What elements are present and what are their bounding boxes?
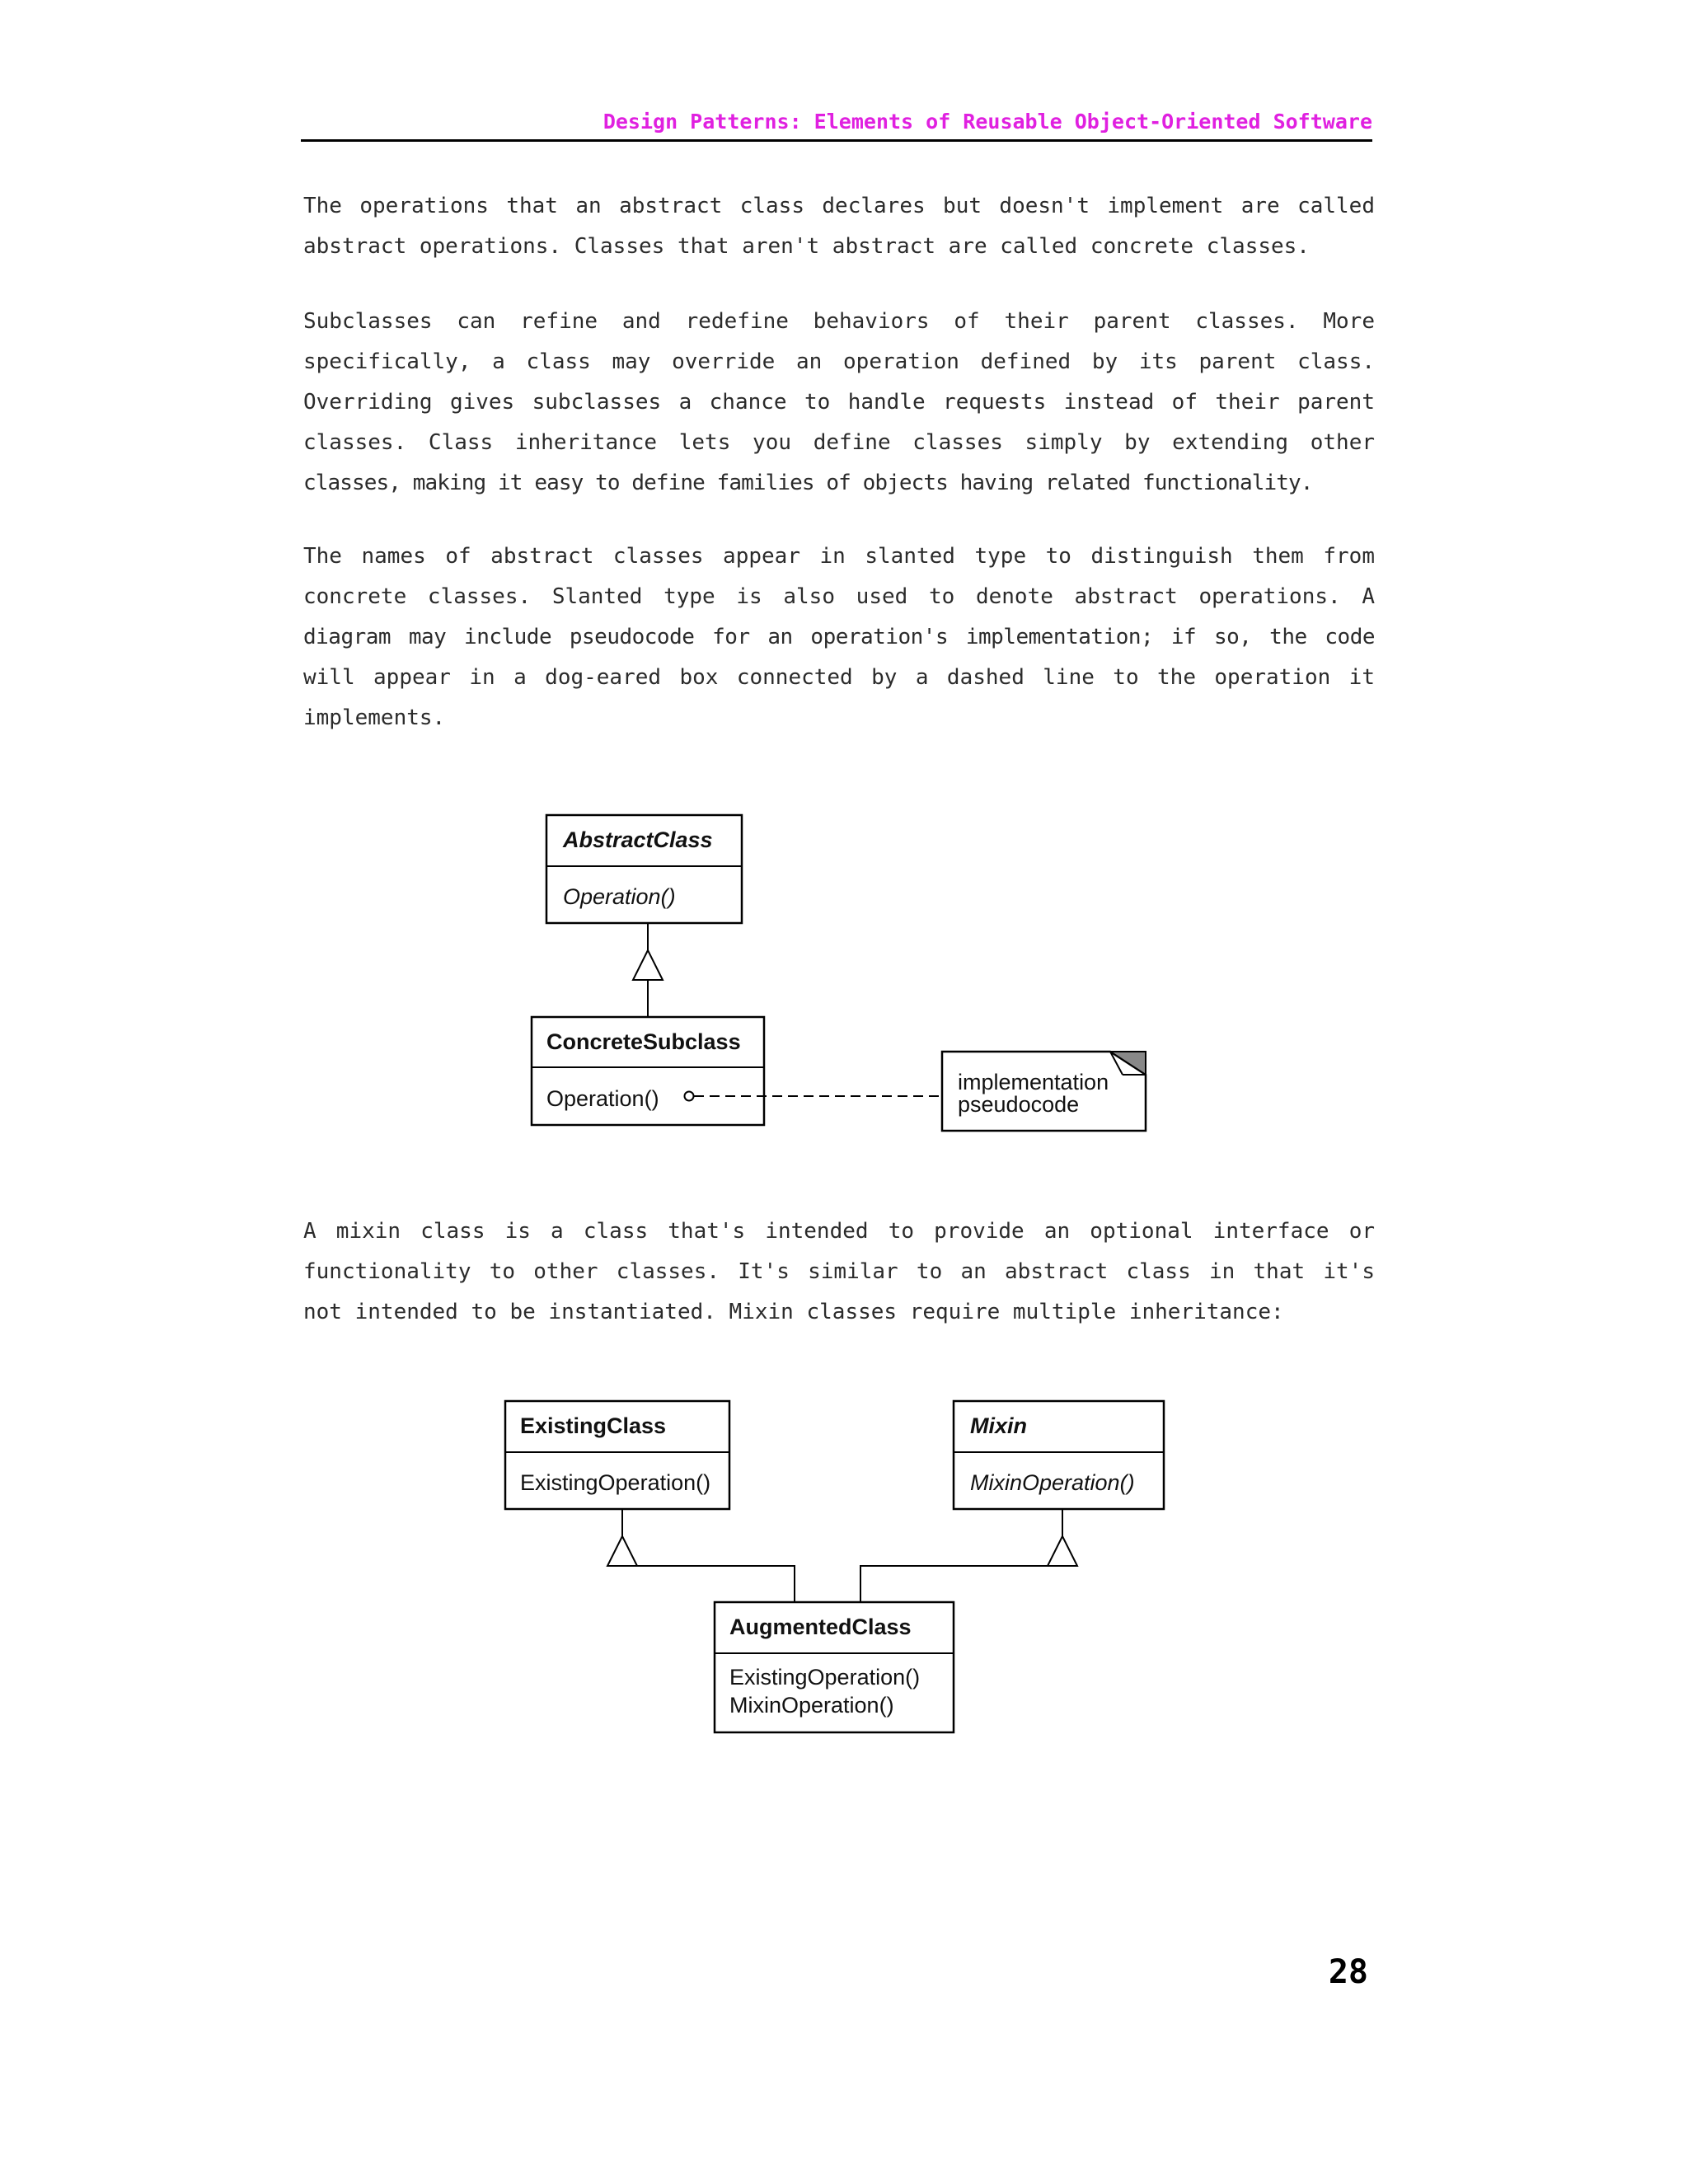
text-line: Subclasses can refine and redefine behaviors of their parent classes. More [303, 309, 1375, 334]
text-line: A mixin class is a class that's intended to provide an optional interface or [303, 1219, 1375, 1244]
note-text-line: pseudocode [958, 1092, 1080, 1117]
running-header: Design Patterns: Elements of Reusable Object-Oriented Software [603, 110, 1372, 134]
text-line: will appear in a dog-eared box connected by a dashed line to the operation it [303, 665, 1375, 690]
augmented-operation: MixinOperation() [729, 1693, 894, 1718]
paragraph-mixin [303, 1212, 1375, 1333]
pseudocode-note [942, 1052, 1146, 1131]
text-line: specifically, a class may override an operation defined by its parent class. [303, 349, 1375, 374]
text-line: Overriding gives subclasses a chance to handle requests instead of their parent [303, 390, 1375, 415]
text-line: implements. [303, 705, 446, 730]
inheritance-arrow-existing [607, 1509, 795, 1602]
augmented-class-box [715, 1602, 954, 1732]
mixin-class-box [954, 1401, 1164, 1509]
mixin-operation: MixinOperation() [970, 1470, 1135, 1495]
existing-class-name: ExistingClass [520, 1413, 667, 1438]
text-line: The names of abstract classes appear in slanted type to distinguish them from [303, 544, 1375, 569]
abstract-operation: Operation() [563, 884, 676, 909]
abstract-class-name: AbstractClass [563, 827, 713, 852]
mixin-class-name: Mixin [970, 1413, 1028, 1438]
text-line: not intended to be instantiated. Mixin classes require multiple inheritance: [303, 1300, 1284, 1324]
page-number: 28 [1328, 1953, 1368, 1991]
concrete-subclass-box [532, 1017, 764, 1125]
text-line: classes. Class inheritance lets you define classes simply by extending other [303, 430, 1375, 455]
abstract-class-box [546, 815, 742, 923]
text-line: diagram may include pseudocode for an operation's implementation; if so, the code [303, 625, 1375, 649]
existing-class-box [505, 1401, 729, 1509]
text-line: concrete classes. Slanted type is also used to denote abstract operations. A [303, 584, 1375, 609]
augmented-class-name: AugmentedClass [729, 1615, 912, 1639]
text-line: abstract operations. Classes that aren't abstract are called concrete classes. [303, 234, 1310, 259]
text-line: functionality to other classes. It's similar to an abstract class in that it's [303, 1259, 1375, 1284]
inheritance-arrow [633, 923, 663, 1017]
note-text-line: implementation [958, 1070, 1109, 1094]
concrete-operation: Operation() [546, 1086, 659, 1111]
existing-operation: ExistingOperation() [520, 1470, 711, 1495]
inheritance-arrow-mixin [860, 1509, 1077, 1602]
concrete-class-name: ConcreteSubclass [546, 1029, 741, 1054]
text-line: The operations that an abstract class declares but doesn't implement are called [303, 194, 1375, 218]
text-line: classes, making it easy to define families of objects having related functionality. [303, 471, 1313, 495]
augmented-operation: ExistingOperation() [729, 1665, 921, 1690]
